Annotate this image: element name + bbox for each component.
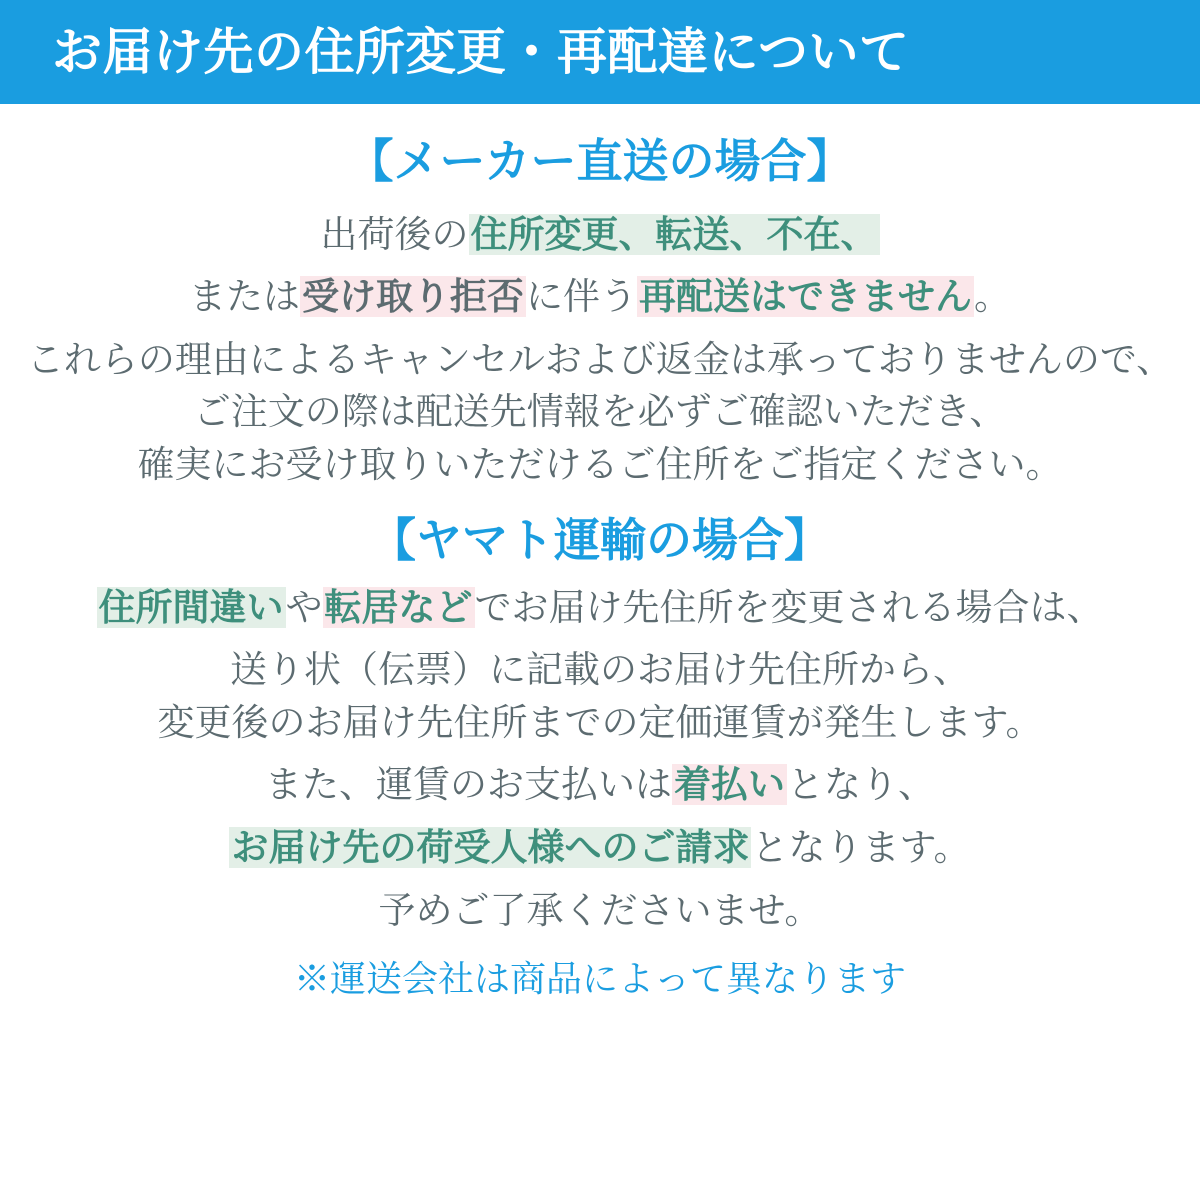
text-run: 着払い <box>674 764 785 806</box>
text-run: 出荷後の <box>320 213 469 255</box>
text-run: 転居など <box>324 586 473 628</box>
text-run: に伴う <box>526 276 637 318</box>
text-run: 再配送はできません <box>639 276 972 318</box>
page-title: お届け先の住所変更・再配達について <box>52 24 910 80</box>
text-run: となります。 <box>751 826 971 868</box>
body-line <box>0 822 1200 875</box>
section-maker-direct <box>0 136 1200 491</box>
text-run: ご注文の際は配送先情報を必ずご確認いただき、 <box>193 391 1007 433</box>
text-run: また、運賃のお支払いは <box>265 764 672 806</box>
text-run: 。 <box>974 276 1011 318</box>
text-run: 確実にお受け取りいただけるご住所をご指定ください。 <box>137 443 1063 485</box>
body-line <box>0 697 1200 750</box>
body-line <box>0 209 1200 262</box>
body-line <box>0 439 1200 492</box>
body-line <box>0 644 1200 697</box>
text-run: 受け取り拒否 <box>302 276 524 318</box>
text-run: お届け先の荷受人様へのご請求 <box>231 826 750 868</box>
section-heading-yamato: 【ヤマト運輸の場合】 <box>370 514 830 567</box>
text-run: となり、 <box>787 764 935 806</box>
text-run: 住所間違い <box>98 586 284 628</box>
section-yamato <box>0 515 1200 937</box>
body-line <box>0 759 1200 812</box>
text-run: 送り状（伝票）に記載のお届け先住所から、 <box>230 649 970 691</box>
section-yamato-body <box>0 582 1200 937</box>
body-line <box>0 271 1200 324</box>
body-line <box>0 582 1200 635</box>
text-run: 変更後のお届け先住所までの定価運賃が発生します。 <box>157 701 1043 743</box>
text-run: 予めご了承くださいませ。 <box>378 889 822 931</box>
body-line <box>0 334 1200 387</box>
footer-note-wrap <box>0 951 1200 1002</box>
body-line <box>0 386 1200 439</box>
text-run: や <box>285 586 323 628</box>
section-heading-maker-direct: 【メーカー直送の場合】 <box>347 135 853 187</box>
footer-note: ※運送会社は商品によって異なります <box>293 958 906 1000</box>
text-run: 住所変更、転送、不在、 <box>470 213 878 255</box>
text-run: でお届け先住所を変更される場合は、 <box>474 586 1104 628</box>
page-header <box>0 0 1200 104</box>
text-run: または <box>189 276 300 318</box>
body-line <box>0 885 1200 938</box>
section-maker-direct-body <box>0 209 1200 492</box>
text-run: これらの理由によるキャンセルおよび返金は承っておりませんので、 <box>26 338 1174 380</box>
